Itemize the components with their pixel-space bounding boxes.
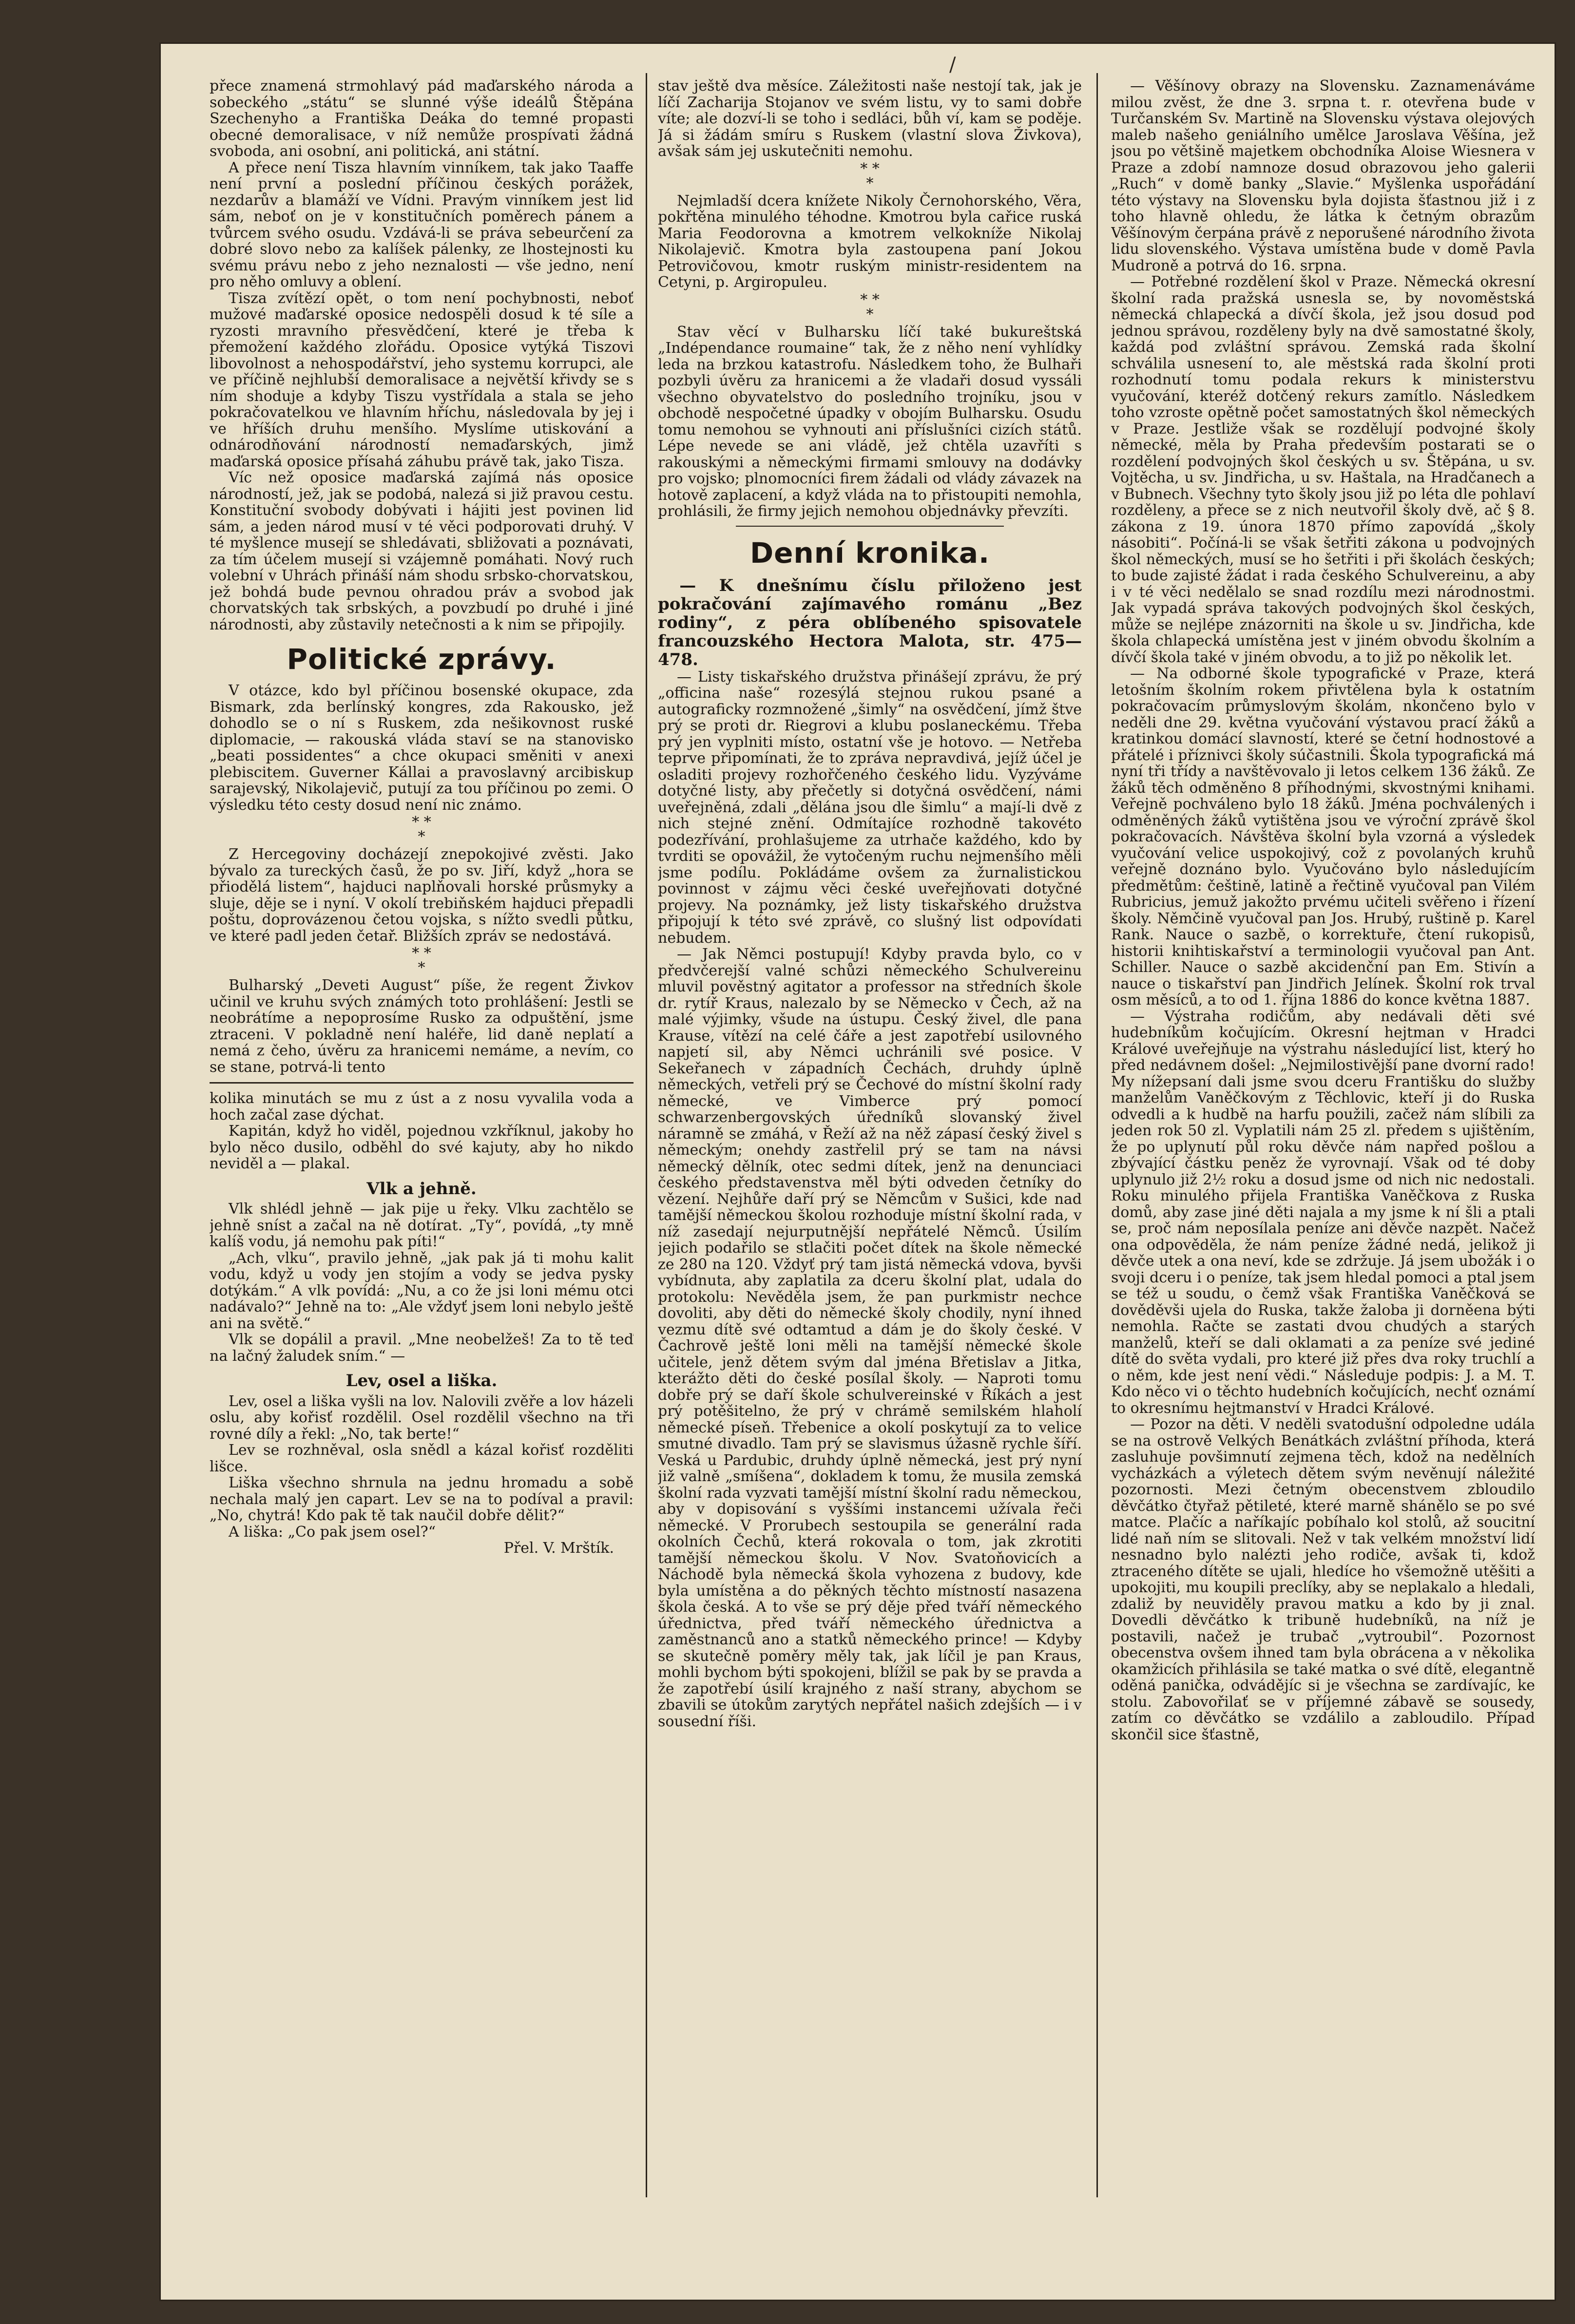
article-paragraph: přece znamená strmohlavý pád maďarského národa a sobeckého „státu“ se slunné výše ideálů Štěpána Szechenyho a Františka Deáka do temné propasti obecné demoralisace, v níž nemůže prospívati žádná svoboda, ani osobní, ani politická, ani státní. — [210, 78, 634, 160]
fable-paragraph: Lev se rozhněval, osla snědl a kázal kořisť rozděliti lišce. — [210, 1442, 634, 1475]
news-item: V otázce, kdo byl příčinou bosenské okupace, zda Bismark, zda berlínský kongres, zda Rakousko, jež dohodlo se o ní s Ruskem, zda nešikovnost ruské diplomacie, — rakouská vláda staví se na stanovisko „beati possidentes“ a chce okupaci směniti v anexi plebiscitem. Guverner Kállai a pravoslavný arcibiskup sarajevský, Nikolajevič, putují za tou příčinou po zemi. O výsledku této cesty dosud není nic známo. — [210, 682, 634, 814]
lead-announcement: — K dnešnímu číslu přiloženo jest pokračování zajímavého románu „Bez rodiny“, z péra oblíbeného spisovatele francouzského Hectora Malota, str. 475—478. — [658, 575, 1082, 669]
divider — [210, 1082, 634, 1084]
news-item: — Pozor na děti. V neděli svatodušní odpoledne udála se na ostrově Velkých Benátkách zvláštní příhoda, která zasluhuje povšimnutí zejmena těch, kdož na nedělních vycházkách a výletech dětem svým nevěnují náležité pozornosti. Mezi četným obecenstvem zbloudilo děvčátko čtyřaž pětileté, které marně shánělo se po své matce. Plačíc a naříkajíc pobíhalo kol stolů, až soucitní lidé naň ním se slitovali. Než v tak velkém množství lidí nesnadno bylo nalézti jeho rodiče, avšak ti, kdož ztraceného dítěte se ujali, hledíce ho všemožně utěšiti a upokojiti, mu koupili preclíky, aby se neplakalo a hledali, zdaliž by neuviděly pravou matku a kdo by ji znal. Dovedli děvčátko k tribuně hudebníků, na níž je postavili, načež je trubač „vytroubil“. Pozornost obecenstva ovšem ihned tam byla obrácena a v několika okamžicích přihlásila se také matka o své dítě, elegantně oděná panička, odvádějíc si je všechna se zardívajíc, ke stolu. Zabovořilať se v příjemné zábavě se sousedy, zatím co děvčátko se vzdálilo a zabloudilo. Případ skončil sice šťastně, — [1111, 1416, 1535, 1743]
news-item: — Listy tiskařského družstva přinášejí zprávu, že prý „officina naše“ rozesýlá stejnou rukou psané a autograficky rozmnožené „šimly“ na osvědčení, jímž štve prý se proti dr. Riegrovi a klubu poslaneckému. Třeba prý jen vyplniti místo, ostatní vše je hotovo. — Netřeba teprve připomínati, že to zpráva nepravdivá, jejíž účel je osladiti projevy rozhořčeného českého lidu. Vyzýváme dotyčné listy, aby přečetly si dotyčná osvědčení, námi uveřejněná, zdali „dělána jsou dle šimlu“ a mají-li dvě z nich stejné znění. Odmítajíce rozhodně takovéto podezřívání, prohlašujeme za utrhače každého, kdo by tvrditi se opovážil, že vytočeným ruchu nejmenšího měli jsme podílu. Pokládáme ovšem za žurnalistickou povinnost v zájmu věci české uveřejňovati dotyčné projevy. Na poznámky, jež listy tiskařského družstva připojují k této své zprávě, co slušný list odpovídati nebudem. — [658, 668, 1082, 947]
feuilleton-paragraph: Kapitán, když ho viděl, pojednou vzkříknul, jakoby ho bylo něco dusilo, odběhl do své kajuty, aby ho nikdo neviděl a — plakal. — [210, 1123, 634, 1172]
column-2 — [658, 78, 1082, 2192]
article-paragraph: A přece není Tisza hlavním vinníkem, tak jako Taaffe není první a poslední příčinou českých porážek, nezdarův a blamáží ve Vídni. Pravým vinníkem jest lid sám, neboť on je v konstitučních poměrech pánem a tvůrcem svého osudu. Vzdává-li se práva sebeurčení za dobré slovo nebo za kalíšek pálenky, ze lhostejnosti ku svému právu nebo z jeho neznalosti — vše jedno, není pro něho omluvy a oblení. — [210, 159, 634, 290]
page-corner-mark: / — [949, 54, 956, 76]
fable-paragraph: Vlk se dopálil a pravil. „Mne neobelžeš! Za to tě teď na lačný žaludek sním.“ — — [210, 1331, 634, 1365]
newspaper-page — [161, 44, 1555, 2300]
column-rule — [646, 73, 647, 2197]
column-rule — [1096, 73, 1098, 2197]
fable-title-lev-osel-a-liska: Lev, osel a liška. — [346, 1371, 498, 1391]
fable-paragraph: Vlk shlédl jehně — jak pije u řeky. Vlku zachtělo se jehně sníst a začal na ně dotírat. „Ty“, povídá, „ty mně kalíš vodu, já nemohu pak píti!“ — [210, 1200, 634, 1250]
feuilleton-paragraph: kolika minutách se mu z úst a z nosu vyvalila voda a hoch začal zase dýchat. — [210, 1090, 634, 1124]
fable-paragraph: A liška: „Co pak jsem osel?“ — [229, 1523, 436, 1541]
news-item: Stav věcí v Bulharsku líčí také bukureštská „Indépendance roumaine“ tak, že z něho není vyhlídky leda na brzkou katastrofu. Následkem toho, že Bulhaři pozbyli úvěru za hranicemi a že vladaři dosud vyssáli všechno obyvatelstvo do posledního trojníku, jsou v obchodě nespočetné úpadky v obojím Bulharsku. Osudu tomu nemohou se vyhnouti ani příslušníci cizích států. Lépe nevede se ani vládě, jež chtěla uzavříti s rakouskými a německými firmami smlouvy na dodávky pro vojsko; plnomocníci firem žádali od vlády závazek na hotově zaplacení, a když vláda na to přistoupiti nemohla, prohlásili, že firmy jejich nemohou objednávky převzíti. — [658, 323, 1082, 520]
fable-paragraph: Liška všechno shrnula na jednu hromadu a sobě nechala malý jen capart. Lev se na to podíval a pravil: „No, chytrá! Kdo pak tě tak naučil dobře dělit?“ — [210, 1474, 634, 1524]
news-item: Nejmladší dcera knížete Nikoly Černohorského, Věra, pokřtěna minulého téhodne. Kmotrou byla cařice ruská Maria Feodorovna a kmotrem velkokníže Nikolaj Nikolajevič. Kmotra byla zastoupena paní Jokou Petrovičovou, kmotr ruským ministr-residentem na Cetyni, p. Argiropuleu. — [658, 192, 1082, 291]
news-item: — Na odborné škole typografické v Praze, která letošním školním rokem přivtělena byla k ostatním pokračovacím průmyslovým školám, nkončeno bylo v neděli dne 29. května vyučování výstavou prací žáků a kratinkou domácí slavností, které se četní hodnostové a přátelé i příznivci školy súčastnili. Škola typografická má nyní tři třídy a navštěvovalo ji letos celkem 136 žáků. Ze žáků těch odměněno 8 příhodnými, skvostnými knihami. Veřejně pochváleno bylo 18 žáků. Jména pochválených i odměněných žáků vytištěna jsou ve výroční zprávě škol pokračovacích. Návštěva školní byla vzorná a výsledek vyučování velice uspokojivý, což z povolaných kruhů veřejně doznáno bylo. Vyučováno bylo následujícím předmětům: češtině, latině a řečtině vyučoval pan Vilém Rubricius, jemuž jakožto prvému učiteli svěřeno i řízení školy. Němčině vyučoval pan Jos. Hrubý, ruštině p. Karel Rank. Nauce o sazbě, o korrektuře, čtení rukopisů, historii knihtiskařství a terminologii vyučoval pan Ant. Schiller. Nauce o sazbě akcidenční pan Em. Stivín a nauce o tiskařství pan Jindřich Jelínek. Školní rok trval osm měsíců, a to od 1. října 1886 do konce května 1887. — [1111, 665, 1535, 1009]
separator-stars: * * * — [860, 291, 880, 323]
news-item: — Věšínovy obrazy na Slovensku. Zaznamenáváme milou zvěst, že dne 3. srpna t. r. otevřena bude v Turčanském Sv. Martině na Slovensku výstava olejových maleb našeho geniálního umělce Jaroslava Věšína, jež jsou po většině majetkem obchodníka Aloise Wiesnera v Praze a zdobí namnoze dosud obrazovou jeho galerii „Ruch“ v domě banky „Slavie.“ Myšlenka uspořádání této výstavy na Slovensku byla dojista šťastnou již i z toho hlavně ohledu, že látka k četným obrazům Věšínovým čerpána právě z neporušené národního života lidu slovenského. Výstava umístěna bude v domě Pavla Mudroně a potrvá do 16. srpna. — [1111, 78, 1535, 274]
news-item: Bulharský „Deveti August“ píše, že regent Živkov učinil ve kruhu svých známých toto prohlášení: Jestli se neobrátíme a nepoprosíme Rusko za odpuštění, jsme ztraceni. V pokladně není haléře, lid daně neplatí a nemá z čeho, úvěru za hranicemi nemáme, a nevím, co se stane, potrvá-li tento — [210, 977, 634, 1076]
fable-title-vlk-a-jehne: Vlk a jehně. — [366, 1179, 477, 1199]
news-item: — Jak Němci postupují! Kdyby pravda bylo, co v předvčerejší valné schůzi německého Schulvereinu mluvil pověstný agitator a professor na středních škole dr. rytíř Kraus, nalezalo by se Německo v Čech, až na malé výjimky, všude na ústupu. Český živel, dle pana Krause, vítězí na celé čáře a jest zapotřebí usilovného napjetí sil, aby Němci uchránili své posice. V Sekeřanech v západních Čechách, druhdy úplně německých, vetřeli prý se Čechové do místní školní rady německé, ve Vimberce prý pomocí schwarzenbergovských úředníků slovanský živel náramně se zmáhá, v Řeží až na něž zápasí český živel s německým; onehdy zastřelil prý se tam na návsi německý dělník, otec sedmi dítek, jenž na denunciaci českého představenstva měl býti odveden četníky do vězení. Nejhůře daří prý se Němcům v Sušici, kde nad tamější německou školou rozhoduje místní školní rada, v níž zasedají nejurputnější nepřátelé Němců. Úsilím jejich podařilo se stlačiti počet dítek na škole německé ze 280 na 120. Vždyť prý tam jistá německá vdova, byvši vybídnuta, aby zaplatila za dceru školní plat, udala do protokolu: Nevěděla jsem, že pan purkmistr nechce dovoliti, aby děti do německé školy chodily, nyní ihned vezmu dítě své odtamtud a dám je do školy české. V Čachrově ještě loni měli na tamější německé škole učitele, jenž dětem svým dal jména Břetislav a Jitka, kterážto děti do české posílal školy. — Naproti tomu dobře prý se daří škole schulvereinské v Říkách a jest prý potěšitelno, že prý v chrámě semilském hlaholí německé píseň. Třebenice a okolí poskytují za to velice smutné divadlo. Tam prý se slavismus úžasně rychle šíří. Veská u Pardubic, druhdy úplně německá, jest prý nyní již valně „smíšena“, dokladem k tomu, že musila zemská školní rada vyzvati tamější místní školní radu německou, aby v dopisování s vyššími instancemi užívala řeči německé. V Prorubech sestoupila se generální rada okolních Čechů, která rokovala o tom, jak zkrotiti tamější německou školu. V Nov. Svatoňovicích a Náchodě byla německá škola vyhozena z budovy, kde byla umístěna a do pěkných těchto místností nasazena škola česká. A to vše se prý děje před tváří německého úřednictva, před tváří německého úřednictva a zaměstnanců ano a statků německého prince! — Kdyby se skutečně poměry měly tak, jak líčil je pan Kraus, mohli bychom býti spokojeni, blížil se pak by se pravda a že zapotřebí úsilí krajného z naší strany, abychom se zbavili se útokům zarytých nepřátel našich zdejších — i v sousední říši. — [658, 946, 1082, 1730]
column-1 — [210, 78, 634, 2192]
article-paragraph: Víc než oposice maďarská zajímá nás oposice národností, jež, jak se podobá, nalezá si již pravou cestu. Konstituční svobody dobývati i hájiti jest povinen lid sám, a jeden národ musí v té věci podporovati druhý. V té myšlence musejí se shledávati, sbližovati a poznávati, za tím účelem musejí si vzájemně pomáhati. Nový ruch volební v Uhrách přináší nám shodu srbsko-chorvatskou, jež bohdá bude pevnou ohradou práv a svobod jak chorvatských tak srbských, a povzbudí po druhé i jiné národnosti, aby zůstavily netečnosti a k nim se připojily. — [210, 469, 634, 633]
article-paragraph: Tisza zvítězí opět, o tom není pochybnosti, neboť mužové maďarské oposice nedospěli dosud k té síle a ryzosti mravního přesvědčení, které je třeba k přemožení každého zlořádu. Oposice vytýká Tiszovi libovolnost a nehospodářství, jeho systemu korrupci, ale ve příčině nejhlubší demoralisace a největší křivdy se s ním shoduje a kdyby Tiszu vystřídala a stala se jeho pokračovatelkou ve hlavním hříchu, následovala by jej i ve hříších druhu menšího. Myslíme utiskování a odnárodňování národností nemaďarských, jimž maďarská oposice přísahá záhubu právě tak, jako Tisza. — [210, 289, 634, 470]
separator-stars: * * * — [412, 945, 431, 976]
section-heading-denni-kronika: Denní kronika. — [749, 536, 990, 570]
divider — [736, 526, 1004, 527]
translator-signature: Přel. V. Mrštík. — [503, 1540, 614, 1557]
news-item: Z Hercegoviny docházejí znepokojivé zvěsti. Jako bývalo za tureckých časů, že po sv. Jiří, když „hora se přiodělá listem“, hajduci naplňovali horské průsmyky a sluje, děje se i nyní. V okolí trebiňském hajduci přepadli poštu, doprovázenou četou vojska, s nížto svedli půtku, ve které padl jeden četař. Bližších zpráv se nedostává. — [210, 846, 634, 945]
separator-stars: * * * — [860, 160, 880, 192]
news-item: — Potřebné rozdělení škol v Praze. Německá okresní školní rada pražská usnesla se, by novoměstská německá chlapecká a dívčí škola, jež jsou dosud pod jednou správou, rozděleny byly na dvě samostatné školy, každá pod zvláštní správou. Zemská rada školní schválila usnesení to, ale městská rada školní proti rozhodnutí tomu podala rekurs k ministerstvu vyučování, kteréž dotčený rekurs zamítlo. Následkem toho vzroste opětně počet samostatných škol německých v Praze. Jestliže však se rozdělují podvojné školy německé, měla by Praha především postarati se o rozdělení podvojných škol českých u sv. Štěpána, u sv. Vojtěcha, u sv. Jindřicha, u sv. Haštala, na Hradčanech a v Bubnech. Všechny tyto školy jsou již po léta dle pohlaví rozděleny, a přece se z nich neutvořil školy dvě, ač § 8. zákona z 19. února 1870 přímo zapovídá „školy násobiti“. Počíná-li se však šetřiti zákona u podvojných škol německých, musí se ho šetřiti i při školách českých; to bude zajisté žádat i rada českého Schulvereinu, a aby i v té věci nedělalo se snad rozdílu mezi národnostmi. Jak vypadá správa takových podvojných škol českých, může se nejlépe znázorniti na škole u sv. Jindřicha, kde škola chlapecká umístěna jest v jiném obvodu školním a dívčí škola také v jiném obvodu, a to již po několik let. — [1111, 273, 1535, 666]
column-3 — [1111, 78, 1535, 2192]
news-item: stav ještě dva měsíce. Záležitosti naše nestojí tak, jak je líčí Zacharija Stojanov ve svém listu, vy to sami dobře víte; ale dozví-li se toho i sedláci, bůh ví, kam se poděje. Já si žádám smíru s Ruskem (vlastní slova Živkova), avšak sám jej uskutečniti nemohu. — [658, 78, 1082, 160]
fable-paragraph: „Ach, vlku“, pravilo jehně, „jak pak já ti mohu kalit vodu, když u vody jen stojím a vody se jedva pysky dotýkám.“ A vlk povídá: „Nu, a co že jsi loni mému otci nadávalo?“ Jehně na to: „Ale vždyť jsem loni nebylo ještě ani na světě.“ — [210, 1249, 634, 1332]
fable-paragraph: Lev, osel a liška vyšli na lov. Nalovili zvěře a lov házeli oslu, aby kořisť rozdělil. Osel rozdělil všechno na tři rovné díly a řekl: „No, tak berte!“ — [210, 1392, 634, 1443]
section-heading-politicke-zpravy: Politické zprávy. — [287, 643, 557, 676]
news-item: — Výstraha rodičům, aby nedávali děti své hudebníkům kočujícím. Okresní hejtman v Hradci Králové uveřejňuje na výstrahu následující list, který ho před nedávnem došel: „Nejmilostivější pane dvorní rado! My nížepsaní dali jsme svou dceru Františku do služby manželům Vaněčkovým z Těchlovic, kteří ji do Ruska odvedli a k hudbě na harfu použili, začež nám slíbili za jeden rok 50 zl. Vyplatili nám 25 zl. předem s ujištěním, že po uplynutí půl roku děvče nám napřed pošlou a zbývající částku peněz že vyrovnají. Však od té doby uplynulo již 2½ roku a dosud jsme od nich nic nedostali. Roku minulého přijela Františka Vaněčkova z Ruska domů, aby zase jiné děti najala a my jsme k ní šli a ptali se, proč nám neposílala peníze ani děvče nazpět. Načež ona odpověděla, že nám peníze žádné nedá, jelikož ji děvče utek a ona neví, kde se zdržuje. Já jsem ubožák i o svoji dceru i o peníze, tak jsem hledal pomoci a ptal jsem se též u soudu, o čemž však Františka Vaněčková se dověděvši ujela do Ruska, takže žaloba ji dorněena býti nemohla. Račte se zastati dvou chudých a starých manželů, kteří se dali oklamati a za peníze své jediné dítě do světa vydali, pro které již přes dva roky truchlí a o něm, kde jest není vědi.“ Následuje podpis: J. a M. T. Kdo něco vi o těchto hudebních kočujících, nechť oznámí to okresnímu hejtmanství v Hradci Králové. — [1111, 1008, 1535, 1417]
separator-stars: * * * — [412, 814, 431, 845]
